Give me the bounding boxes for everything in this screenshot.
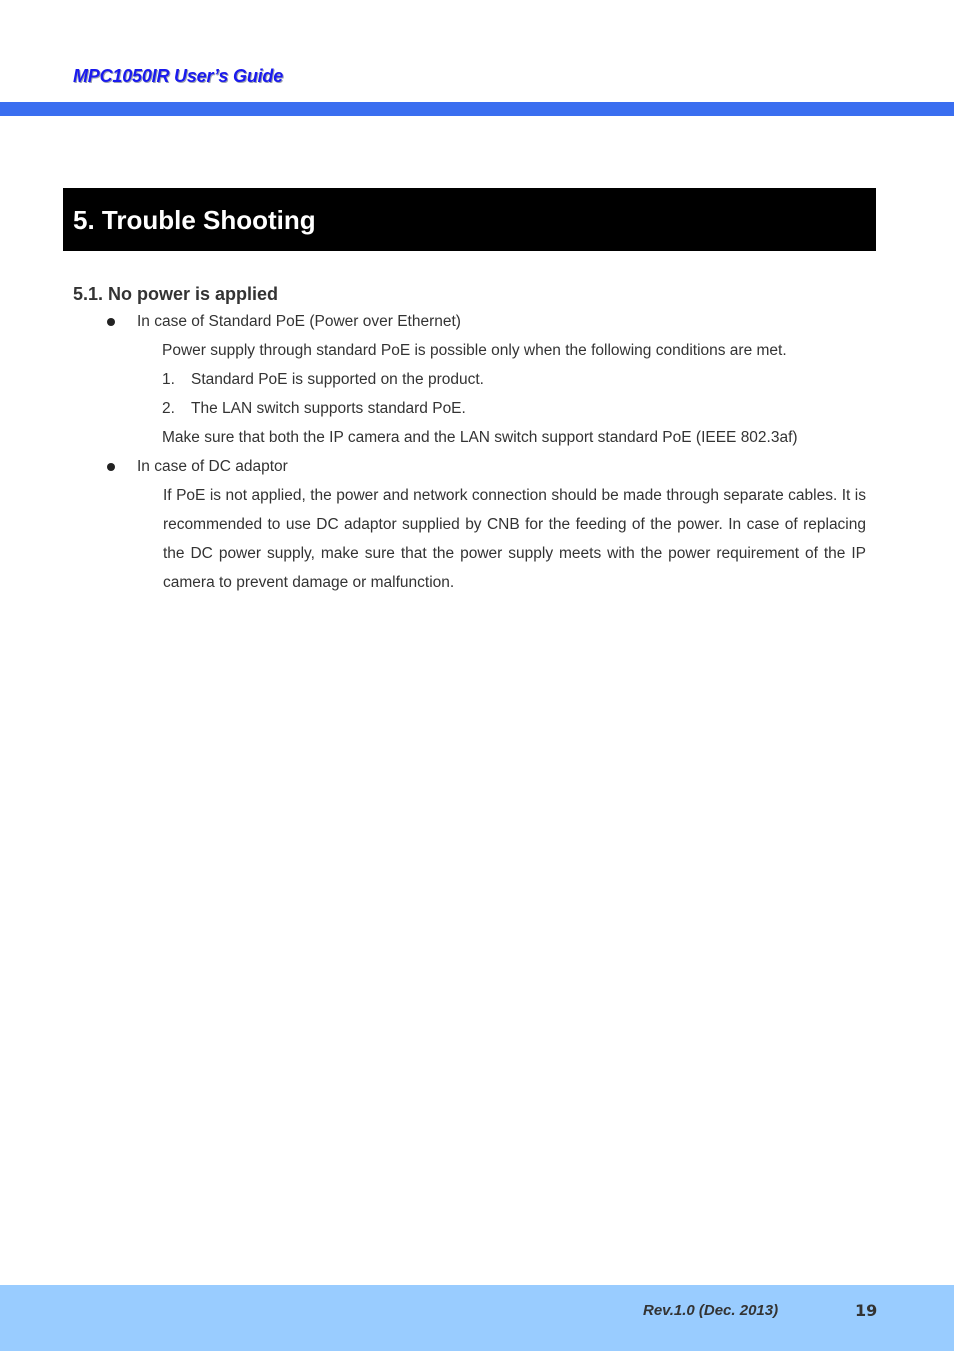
list-item-text: Standard PoE is supported on the product. bbox=[191, 371, 484, 388]
document-title: MPC1050IR User’s Guide bbox=[73, 66, 284, 86]
header-rule bbox=[0, 102, 954, 116]
bullet-icon bbox=[107, 318, 115, 326]
poe-intro: Power supply through standard PoE is possible only when the following conditions are met. bbox=[162, 342, 787, 359]
chapter-banner bbox=[63, 188, 876, 251]
poe-note: Make sure that both the IP camera and the LAN switch support standard PoE (IEEE 802.3af) bbox=[162, 429, 798, 446]
list-item-text: The LAN switch supports standard PoE. bbox=[191, 400, 466, 417]
list-item-number: 1. bbox=[162, 371, 175, 388]
chapter-title: 5. Trouble Shooting bbox=[73, 205, 316, 235]
list-item-number: 2. bbox=[162, 400, 175, 417]
bullet-label-poe: In case of Standard PoE (Power over Ethernet) bbox=[137, 313, 461, 330]
revision-label: Rev.1.0 (Dec. 2013) bbox=[643, 1302, 779, 1319]
bullet-icon bbox=[107, 463, 115, 471]
bullet-label-dc: In case of DC adaptor bbox=[137, 458, 288, 475]
page-number: 19 bbox=[855, 1301, 878, 1320]
footer-band bbox=[0, 1285, 954, 1351]
section-title: 5.1. No power is applied bbox=[73, 284, 279, 304]
dc-adaptor-paragraph: If PoE is not applied, the power and network connection should be made through separate cables. It is recommended to use DC adaptor supplied by CNB for the feeding of the power. In case of replacing the DC power supply, make sure that the power supply meets with the power requirement of the IP camera to prevent damage or malfunction. bbox=[163, 487, 866, 591]
